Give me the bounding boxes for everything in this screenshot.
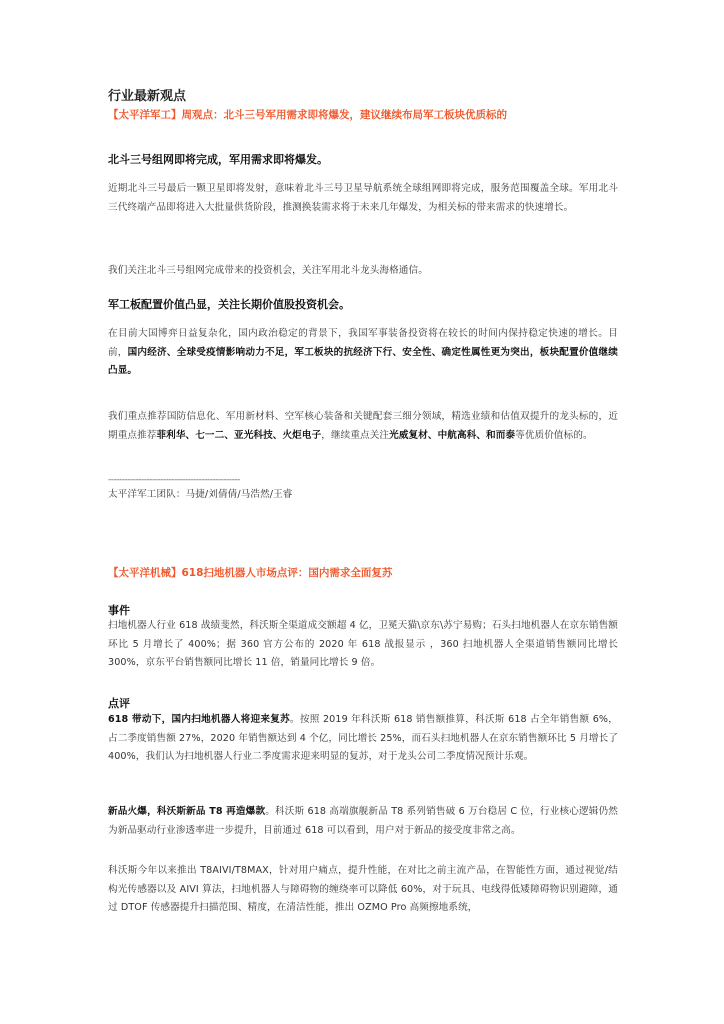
comment-bold-text: 618 带动下，国内扫地机器人将迎来复苏 [108,714,290,725]
allocation-text: 在目前大国博弈日益复杂化，国内政治稳定的背景下，我国军事装备投资将在较长的时间内保持稳定快速的增长。目前， [108,328,618,358]
event-paragraph: 扫地机器人行业 618 战绩斐然，科沃斯全渠道成交额超 4 亿，卫冕天猫\京东\苏宁易购；石头扫地机器人在京东销售额环比 5 月增长了 400%；据 360 官方公布的 2020 年 618 战报显示 ，360 扫地机器人全渠道销售额同比增长 300%，京东平台销售额同比增长 11 倍，销量同比增长 9 倍。 [108,620,618,668]
recommend-text-3: 等优质价值标的。 [515,429,593,441]
comment-text: 。按照 2019 年科沃斯 618 销售额推算，科沃斯 618 占全年销售额 6%，占二季度销售额 27%，2020 年销售额达到 4 个亿，同比增长 25%，而石头扫地机器人在京东销售额环比 5 月增长了 400%，我们认为扫地机器人行业二季度需求迎来明显的复苏，对于龙头公司二季度情况预计乐观。 [108,714,618,762]
allocation-subheading: 军工板配置价值凸显，关注长期价值股投资机会。 [108,298,350,311]
allocation-bold-text: 国内经济、全球受疫情影响动力不足，军工板块的抗经济下行、安全性、确定性属性更为突出，板块配置价值继续凸显。 [108,346,619,376]
recommend-stocks-1: 菲利华、七一二、亚光科技、火炬电子 [156,429,322,441]
event-label: 事件 [108,604,130,617]
beidou-paragraph: 近期北斗三号最后一颗卫星即将发射，意味着北斗三号卫星导航系统全球组网即将完成，服务范围覆盖全球。军用北斗三代终端产品即将进入大批量供货阶段，推测换装需求将于未来几年爆发，为相关标的带来需求的快速增长。 [108,183,618,213]
recommendation-paragraph [108,408,618,445]
beidou-focus-paragraph: 我们关注北斗三号组网完成带来的投资机会，关注军用北斗龙头海格通信。 [108,265,428,276]
section-heading: 行业最新观点 [108,89,187,104]
dashed-divider: ------------------------------------------------ [108,475,240,485]
recommend-stocks-2: 光威复材、中航高科、和而泰 [389,429,516,441]
product-detail-paragraph: 科沃斯今年以来推出 T8AIVI/T8MAX，针对用户痛点，提升性能，在对比之前主流产品，在智能性方面，通过视觉/结构光传感器以及 AIVI 算法，扫地机器人与障碍物的缠绕率可以降低 60%，对于玩具、电线得低矮障碍物识别避障，通过 DTOF 传感器提升扫描范围、精度，在清洁性能，推出 OZMO Pro 高频擦地系统， [108,865,618,913]
allocation-paragraph [108,325,618,381]
new-product-text: 。科沃斯 618 高端旗舰新品 T8 系列销售破 6 万台稳居 C 位，行业核心逻辑仍然为新品驱动行业渗透率进一步提升，目前通过 618 可以看到，用户对于新品的接受度非常之高。 [108,806,619,836]
beidou-subheading: 北斗三号组网即将完成，军用需求即将爆发。 [108,153,328,166]
recommend-text-2: ，继续重点关注 [321,429,390,441]
military-report-title: 【太平洋军工】周观点：北斗三号军用需求即将爆发，建议继续布局军工板块优质标的 [108,109,507,121]
military-team: 太平洋军工团队：马捷/刘倩倩/马浩然/王睿 [108,489,293,500]
comment-label: 点评 [108,697,130,710]
recommend-text-1: 我们重点推荐国防信息化、军用新材料、空军核心装备和关键配套三细分领域，精选业绩和估值双提升的龙头标的，近期重点推荐 [108,411,618,441]
comment-paragraph [108,711,618,767]
machinery-report-title: 【太平洋机械】618扫地机器人市场点评：国内需求全面复苏 [108,567,393,579]
new-product-bold-text: 新品火爆，科沃斯新品 T8 再造爆款 [108,806,266,817]
new-product-paragraph [108,803,618,840]
